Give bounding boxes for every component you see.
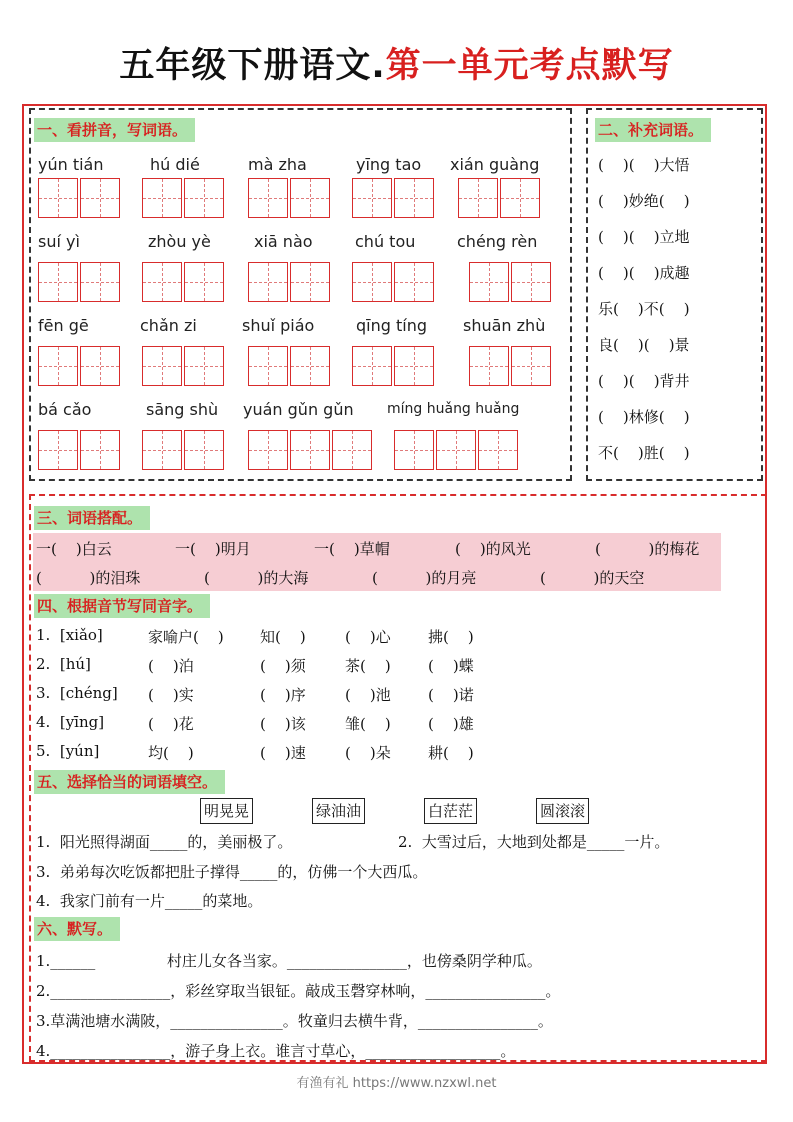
match-item: ( )的梅花 xyxy=(595,540,700,558)
homophone-item: ( )泊 xyxy=(148,657,194,675)
pinyin: mà zha xyxy=(248,155,307,174)
homophone-item: ( )雄 xyxy=(428,715,474,733)
pinyin: yuán gǔn gǔn xyxy=(243,400,354,419)
homophone-item: 均( ) xyxy=(148,744,194,762)
pinyin: shuān zhù xyxy=(463,316,546,335)
pinyin: bá cǎo xyxy=(38,400,92,419)
homophone-item: ( )该 xyxy=(260,715,306,733)
writing-cell[interactable] xyxy=(332,430,372,470)
writing-cell[interactable] xyxy=(352,262,392,302)
writing-cell[interactable] xyxy=(80,430,120,470)
writing-cell[interactable] xyxy=(184,430,224,470)
writing-cell[interactable] xyxy=(142,430,182,470)
homophone-label: 5. [yún] xyxy=(36,742,100,760)
pinyin: xián guàng xyxy=(450,155,540,174)
writing-cell[interactable] xyxy=(38,346,78,386)
homophone-item: ( )诺 xyxy=(428,686,474,704)
homophone-item: 家喻户( ) xyxy=(148,628,224,646)
match-item: 一( )白云 xyxy=(36,540,112,558)
word-choice: 明晃晃 xyxy=(200,798,253,824)
writing-cell[interactable] xyxy=(248,346,288,386)
match-item: ( )的泪珠 xyxy=(36,569,141,587)
homophone-item: ( )须 xyxy=(260,657,306,675)
word-choice: 白茫茫 xyxy=(424,798,477,824)
fill-question: 2. 大雪过后，大地到处都是_____一片。 xyxy=(398,833,670,851)
writing-cell[interactable] xyxy=(436,430,476,470)
section-5-heading: 五、选择恰当的词语填空。 xyxy=(34,770,225,794)
writing-cell[interactable] xyxy=(352,346,392,386)
writing-cell[interactable] xyxy=(142,178,182,218)
writing-cell[interactable] xyxy=(248,430,288,470)
pinyin: sāng shù xyxy=(146,400,219,419)
homophone-item: ( )蝶 xyxy=(428,657,474,675)
word-choice: 圆滚滚 xyxy=(536,798,589,824)
writing-cell[interactable] xyxy=(184,346,224,386)
writing-cell[interactable] xyxy=(248,178,288,218)
writing-cell[interactable] xyxy=(38,262,78,302)
match-item: ( )的风光 xyxy=(455,540,531,558)
writing-cell[interactable] xyxy=(184,262,224,302)
section-6-heading: 六、默写。 xyxy=(34,917,120,941)
writing-cell[interactable] xyxy=(394,178,434,218)
pinyin: chéng rèn xyxy=(457,232,538,251)
homophone-label: 4. [yīng] xyxy=(36,713,105,731)
match-item: 一( )明月 xyxy=(175,540,251,558)
pinyin: yīng tao xyxy=(356,155,422,174)
writing-cell[interactable] xyxy=(80,178,120,218)
section-3-heading: 三、词语搭配。 xyxy=(34,506,150,530)
title-red: 第一单元考点默写 xyxy=(385,46,674,86)
writing-cell[interactable] xyxy=(184,178,224,218)
dictation-line: 2.________________，彩丝穿取当银钲。敲成玉磬穿林响，________________。 xyxy=(36,982,561,1000)
homophone-item: ( )序 xyxy=(260,686,306,704)
homophone-item: ( )池 xyxy=(345,686,391,704)
writing-cell[interactable] xyxy=(80,346,120,386)
match-item: ( )的月亮 xyxy=(372,569,477,587)
writing-cell[interactable] xyxy=(290,178,330,218)
pinyin: fēn gē xyxy=(38,316,89,335)
idiom-item: 乐( )不( ) xyxy=(598,300,690,318)
pinyin: yún tián xyxy=(38,155,104,174)
page-title xyxy=(0,38,793,88)
idiom-item: ( )林修( ) xyxy=(598,408,690,426)
writing-cell[interactable] xyxy=(511,346,551,386)
homophone-item: 雏( ) xyxy=(345,715,391,733)
match-item: ( )的天空 xyxy=(540,569,645,587)
homophone-item: 拂( ) xyxy=(428,628,474,646)
homophone-item: ( )心 xyxy=(345,628,391,646)
writing-cell[interactable] xyxy=(469,262,509,302)
footer-watermark: 有渔有礼 https://www.nzxwl.net xyxy=(296,1076,497,1091)
idiom-item: ( )妙绝( ) xyxy=(598,192,690,210)
homophone-item: ( )花 xyxy=(148,715,194,733)
writing-cell[interactable] xyxy=(290,430,330,470)
homophone-item: 耕( ) xyxy=(428,744,474,762)
pinyin: shuǐ piáo xyxy=(242,316,315,335)
section-4-heading: 四、根据音节写同音字。 xyxy=(34,594,210,618)
writing-cell[interactable] xyxy=(142,346,182,386)
idiom-item: ( )( )成趣 xyxy=(598,264,690,282)
homophone-item: ( )朵 xyxy=(345,744,391,762)
writing-cell[interactable] xyxy=(142,262,182,302)
dictation-line: 1.______ 村庄儿女各当家。________________，也傍桑阴学种瓜。 xyxy=(36,952,542,970)
pinyin: suí yì xyxy=(38,232,80,251)
match-item: ( )的大海 xyxy=(204,569,309,587)
homophone-label: 2. [hú] xyxy=(36,655,91,673)
idiom-item: ( )( )大悟 xyxy=(598,156,690,174)
title-black: 五年级下册语文. xyxy=(119,46,386,86)
fill-question: 3. 弟弟每次吃饭都把肚子撑得_____的，仿佛一个大西瓜。 xyxy=(36,863,428,881)
homophone-label: 1. [xiǎo] xyxy=(36,626,103,644)
homophone-item: ( )实 xyxy=(148,686,194,704)
dictation-line: 3.草满池塘水满陂，_______________。牧童归去横牛背，________________。 xyxy=(36,1012,553,1030)
idiom-item: 不( )胜( ) xyxy=(598,444,690,462)
writing-cell[interactable] xyxy=(290,346,330,386)
writing-cell[interactable] xyxy=(248,262,288,302)
writing-cell[interactable] xyxy=(80,262,120,302)
homophone-item: 知( ) xyxy=(260,628,306,646)
homophone-label: 3. [chéng] xyxy=(36,684,118,702)
idiom-item: 良( )( )景 xyxy=(598,336,690,354)
writing-cell[interactable] xyxy=(394,346,434,386)
section-2-heading: 二、补充词语。 xyxy=(595,118,711,142)
pinyin: chǎn zi xyxy=(140,316,197,335)
fill-question: 4. 我家门前有一片_____的菜地。 xyxy=(36,892,263,910)
writing-cell[interactable] xyxy=(394,430,434,470)
writing-cell[interactable] xyxy=(394,262,434,302)
homophone-item: 茶( ) xyxy=(345,657,391,675)
pinyin: chú tou xyxy=(355,232,416,251)
idiom-item: ( )( )背井 xyxy=(598,372,690,390)
match-item: 一( )草帽 xyxy=(314,540,390,558)
fill-question: 1. 阳光照得湖面_____的，美丽极了。 xyxy=(36,833,293,851)
idiom-item: ( )( )立地 xyxy=(598,228,690,246)
writing-cell[interactable] xyxy=(511,262,551,302)
writing-cell[interactable] xyxy=(478,430,518,470)
pinyin: xiā nào xyxy=(254,232,313,251)
section-1-heading: 一、看拼音，写词语。 xyxy=(34,118,195,142)
writing-cell[interactable] xyxy=(469,346,509,386)
writing-cell[interactable] xyxy=(290,262,330,302)
pinyin: míng huǎng huǎng xyxy=(387,401,520,417)
dictation-line: 4.________________，游子身上衣。谁言寸草心，__________________。 xyxy=(36,1042,516,1060)
writing-cell[interactable] xyxy=(500,178,540,218)
pinyin: qīng tíng xyxy=(356,316,427,335)
homophone-item: ( )速 xyxy=(260,744,306,762)
pinyin: hú dié xyxy=(150,155,200,174)
writing-cell[interactable] xyxy=(352,178,392,218)
writing-cell[interactable] xyxy=(38,178,78,218)
writing-cell[interactable] xyxy=(38,430,78,470)
word-choice: 绿油油 xyxy=(312,798,365,824)
writing-cell[interactable] xyxy=(458,178,498,218)
pinyin: zhòu yè xyxy=(148,232,211,251)
